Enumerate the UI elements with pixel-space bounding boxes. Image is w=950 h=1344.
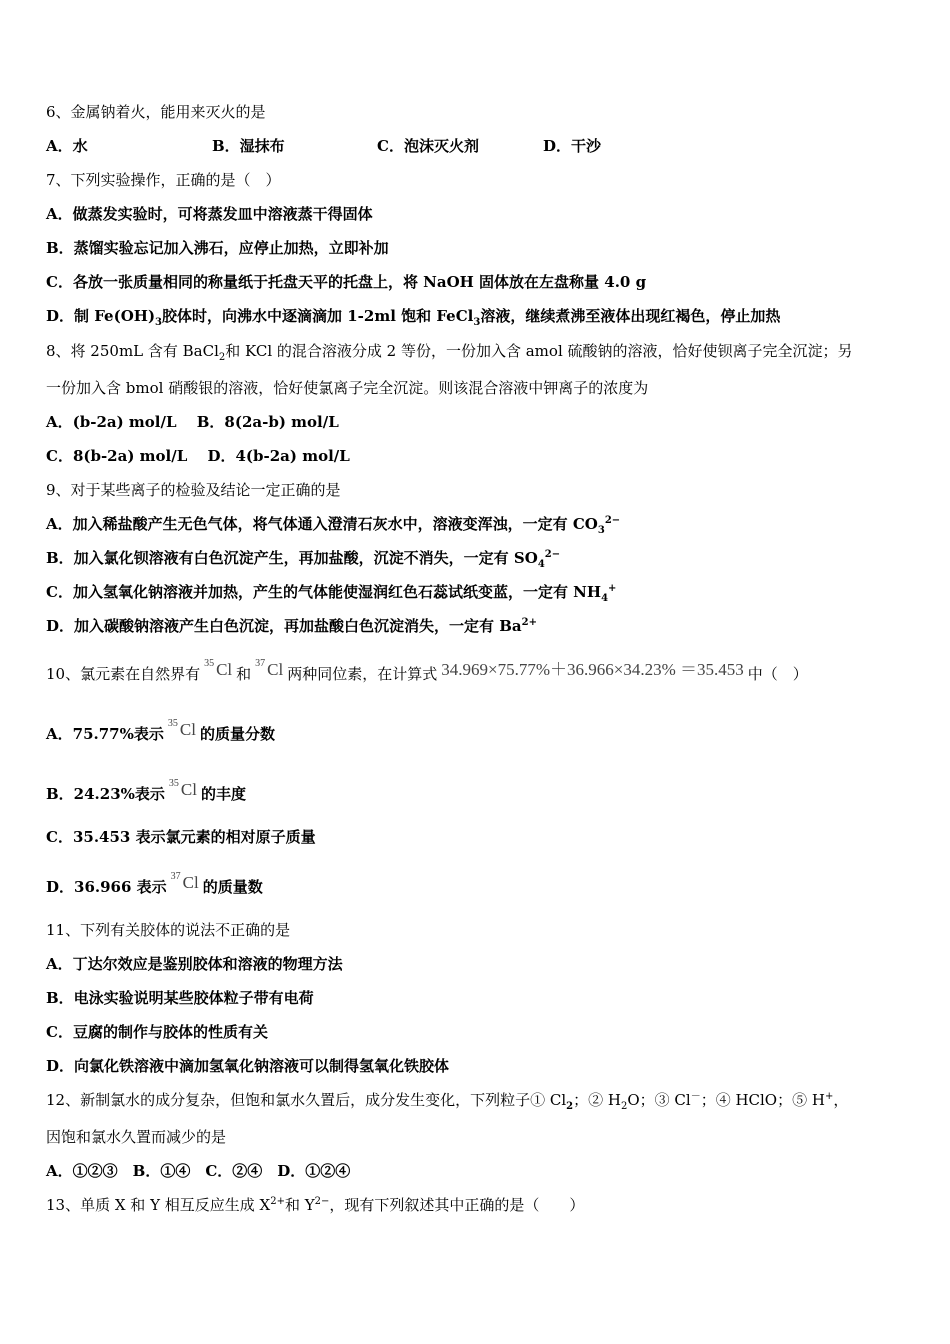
- element-symbol: Cl: [216, 660, 233, 679]
- superscript: +: [824, 1091, 834, 1102]
- isotope-cl37: [255, 660, 283, 680]
- text: 和 KCl 的混合溶液分成 2 等份，一份加入含 amol 硫酸钠的溶液，恰好使钡离子完全沉淀；另: [225, 342, 853, 360]
- text: ，现有下列叙述其中正确的是（ ）: [329, 1196, 585, 1214]
- q10-stem: [46, 660, 808, 684]
- text: B．24.23%表示: [46, 785, 165, 803]
- q7-option-d: [46, 306, 780, 326]
- formula: 34.969×75.77%＋36.966×34.23% ＝35.453: [441, 660, 744, 679]
- q7-option-c: C．各放一张质量相同的称量纸于托盘天平的托盘上，将 NaOH 固体放在左盘称量 4.0 g: [46, 273, 647, 291]
- element-symbol: Cl: [179, 720, 196, 739]
- text: B．加入氯化钡溶液有白色沉淀产生，再加盐酸，沉淀不消失，一定有 SO: [46, 549, 538, 567]
- mass-number: 37: [255, 658, 266, 669]
- q11-option-c: C．豆腐的制作与胶体的性质有关: [46, 1023, 268, 1041]
- subscript: 3: [473, 317, 481, 328]
- subscript: 2: [620, 1101, 628, 1112]
- q8-stem-line1: [46, 341, 853, 361]
- subscript: 2: [218, 352, 226, 363]
- mass-number: 35: [167, 718, 178, 729]
- superscript: －: [690, 1091, 701, 1102]
- text: D．加入碳酸钠溶液产生白色沉淀，再加盐酸白色沉淀消失，一定有 Ba: [46, 617, 522, 635]
- q10-option-d: [46, 873, 263, 897]
- text: D．36.966 表示: [46, 878, 167, 896]
- q6-option-d: D．干沙: [543, 137, 602, 155]
- isotope-cl35: [168, 720, 196, 740]
- text: A．加入稀盐酸产生无色气体，将气体通入澄清石灰水中，溶液变浑浊，一定有 CO: [46, 515, 598, 533]
- subscript: 4: [537, 559, 545, 570]
- text: ；② H: [573, 1091, 621, 1109]
- text: 胶体时，向沸水中逐滴滴加 1-2ml 饱和 FeCl: [162, 307, 474, 325]
- q6-stem: 6、金属钠着火，能用来灭火的是: [46, 103, 266, 121]
- q12-options: A．①②③ B．①④ C．②④ D．①②④: [46, 1162, 351, 1180]
- isotope-cl35: [169, 780, 197, 800]
- q10-option-b: [46, 780, 246, 804]
- q6-option-c: C．泡沫灭火剂: [377, 137, 479, 155]
- text: 8、将 250mL 含有 BaCl: [46, 342, 219, 360]
- text: 10、氯元素在自然界有: [46, 665, 201, 683]
- text: 中（ ）: [747, 665, 808, 683]
- element-symbol: Cl: [180, 780, 197, 799]
- subscript: 2: [566, 1101, 574, 1112]
- text: 溶液，继续煮沸至液体出现红褐色，停止加热: [480, 307, 781, 325]
- mass-number: 37: [170, 871, 181, 882]
- q12-stem-line1: [46, 1090, 848, 1110]
- superscript: +: [608, 583, 617, 594]
- q8-options-ab: A．(b-2a) mol/L B．8(2a-b) mol/L: [46, 413, 339, 431]
- q6-options: [46, 136, 601, 156]
- subscript: 3: [155, 317, 163, 328]
- q10-option-a: [46, 720, 275, 744]
- q9-option-a: [46, 514, 620, 534]
- text: 和 Y: [284, 1196, 315, 1214]
- superscript: 2−: [314, 1196, 330, 1207]
- text: 12、新制氯水的成分复杂，但饱和氯水久置后，成分发生变化，下列粒子① Cl: [46, 1091, 567, 1109]
- q8-stem-line2: 一份加入含 bmol 硝酸银的溶液，恰好使氯离子完全沉淀。则该混合溶液中钾离子的浓度为: [46, 379, 649, 397]
- text: 的丰度: [200, 785, 246, 803]
- element-symbol: Cl: [267, 660, 284, 679]
- element-symbol: Cl: [182, 873, 199, 892]
- text: A．75.77%表示: [46, 725, 164, 743]
- mass-number: 35: [204, 658, 215, 669]
- q7-option-a: A．做蒸发实验时，可将蒸发皿中溶液蒸干得固体: [46, 205, 373, 223]
- text: 13、单质 X 和 Y 相互反应生成 X: [46, 1196, 271, 1214]
- q11-stem: 11、下列有关胶体的说法不正确的是: [46, 921, 291, 939]
- isotope-cl37: [171, 873, 199, 893]
- q12-stem-line2: 因饱和氯水久置而减少的是: [46, 1128, 227, 1146]
- text: 的质量数: [202, 878, 263, 896]
- q6-option-a: A．水: [46, 137, 88, 155]
- text: D．制 Fe(OH): [46, 307, 156, 325]
- text: O；③ Cl: [627, 1091, 691, 1109]
- q9-option-d: [46, 616, 537, 636]
- mass-number: 35: [168, 778, 179, 789]
- q11-option-b: B．电泳实验说明某些胶体粒子带有电荷: [46, 989, 314, 1007]
- text: ；④ HClO；⑤ H: [700, 1091, 825, 1109]
- superscript: 2+: [270, 1196, 285, 1207]
- q13-stem: [46, 1195, 584, 1215]
- text: ，: [833, 1091, 849, 1109]
- superscript: 2+: [521, 617, 537, 628]
- q9-option-b: [46, 548, 560, 568]
- text: 两种同位素，在计算式: [287, 665, 438, 683]
- q11-option-a: A．丁达尔效应是鉴别胶体和溶液的物理方法: [46, 955, 343, 973]
- superscript: 2−: [544, 549, 561, 560]
- q8-options-cd: C．8(b-2a) mol/L D．4(b-2a) mol/L: [46, 447, 350, 465]
- text: C．加入氢氧化钠溶液并加热，产生的气体能使湿润红色石蕊试纸变蓝，一定有 NH: [46, 583, 602, 601]
- text: 和: [236, 665, 252, 683]
- q10-option-c: C．35.453 表示氯元素的相对原子质量: [46, 828, 316, 846]
- subscript: 4: [601, 593, 609, 604]
- q7-option-b: B．蒸馏实验忘记加入沸石，应停止加热，立即补加: [46, 239, 389, 257]
- q11-option-d: D．向氯化铁溶液中滴加氢氧化钠溶液可以制得氢氧化铁胶体: [46, 1057, 450, 1075]
- q9-option-c: [46, 582, 616, 602]
- text: 的质量分数: [199, 725, 275, 743]
- q7-stem: 7、下列实验操作，正确的是（ ）: [46, 171, 281, 189]
- subscript: 3: [597, 525, 605, 536]
- q9-stem: 9、对于某些离子的检验及结论一定正确的是: [46, 481, 341, 499]
- isotope-cl35: [204, 660, 232, 680]
- superscript: 2−: [604, 515, 621, 526]
- q6-option-b: B．湿抹布: [212, 137, 285, 155]
